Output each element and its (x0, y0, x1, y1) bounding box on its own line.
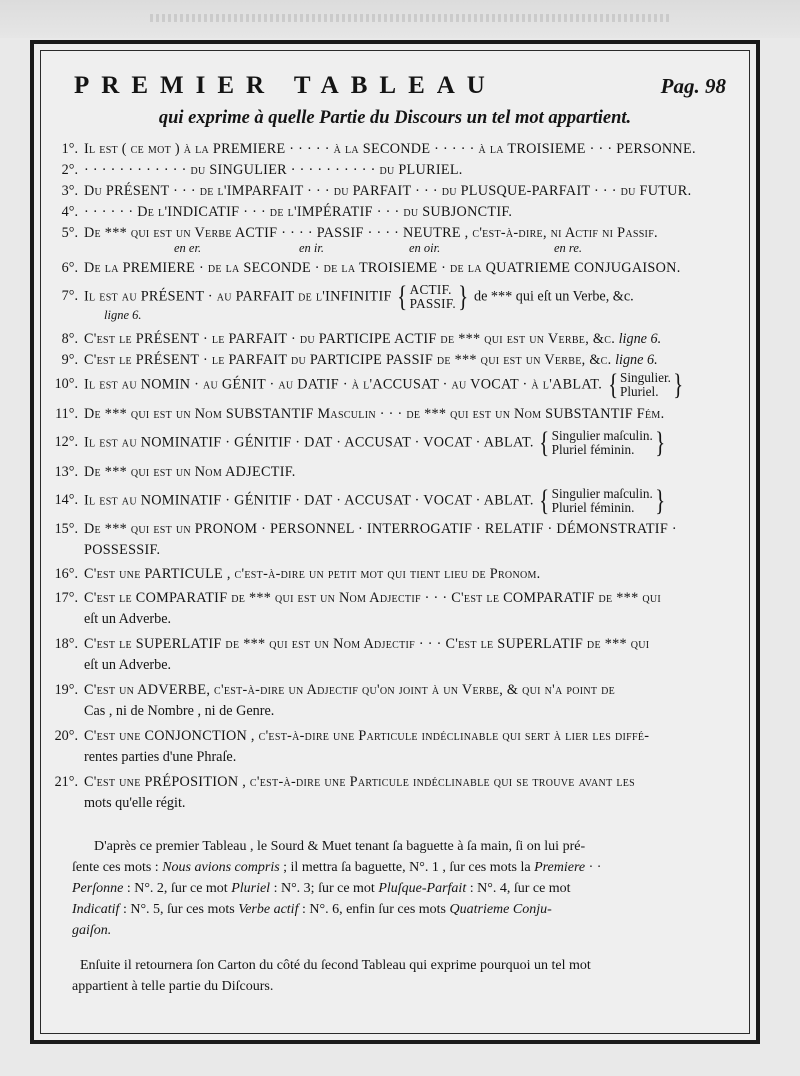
row-11 (44, 404, 746, 425)
row-number: 14°. (54, 492, 78, 509)
row-4 (44, 202, 746, 223)
row-10 (44, 368, 746, 401)
row-text: Il eſt au NOMINATIF · GÉNITIF · DAT · ACCUSAT · VOCAT · ABLAT. (84, 492, 534, 509)
paragraph-line (72, 878, 716, 899)
italic-term: Pluſque-Parfait (378, 881, 467, 896)
row-19 (44, 680, 746, 701)
row-number: 1°. (61, 141, 78, 157)
bleed-through-line (150, 14, 670, 22)
right-brace-icon: } (458, 280, 469, 313)
text-span: : N°. 4, ſur ce mot (466, 881, 571, 896)
brace-options (620, 371, 671, 399)
row-text: Il eſt ( ce mot ) à la PREMIERE · · · · · à la SECONDE · · · · · à la TROISIEME · · · PERSONNE. (84, 141, 696, 157)
page-title: PREMIER TABLEAU (74, 72, 497, 99)
row-2 (44, 160, 746, 181)
row-16 (44, 564, 746, 585)
italic-term: Nous avions compris (162, 860, 280, 875)
page-reference: Pag. 98 (660, 74, 726, 98)
table-content (44, 50, 746, 1032)
row-text: C'eſt une CONJONCTION , c'eſt-à-dire une Particule indéclinable qui ſert à lier les diffé- (84, 728, 650, 744)
row-text: C'eſt le COMPARATIF de *** qui eſt un Nom Adjectif · · · C'eſt le COMPARATIF de *** qui (84, 590, 661, 606)
brace-options (552, 487, 653, 515)
row-text: Il eſt au PRÉSENT · au PARFAIT de l'INFINITIF (84, 288, 392, 305)
paragraph-line: ſente ces mots : Nous avions compris ; il mettra ſa baguette, N°. 1 , ſur ces mots la Premiere · · (72, 860, 602, 875)
option-actif: ACTIF. (409, 282, 452, 297)
gender-brace (537, 426, 667, 459)
left-brace-icon: { (539, 426, 550, 459)
option-pluriel-feminin: Pluriel féminin. (551, 442, 635, 457)
text-span: : N°. 2, ſur ce mot (123, 881, 232, 896)
voice-brace (395, 280, 470, 313)
row-text: C'eſt le SUPERLATIF de *** qui eſt un Nom Adjectif · · · C'eſt le SUPERLATIF de *** qui (84, 636, 650, 652)
italic-term: Indicatif (72, 902, 120, 917)
row-7 (44, 280, 746, 313)
ending-oir: en oir. (409, 241, 441, 255)
paragraph-line: appartient à telle partie du Diſcours. (72, 979, 274, 994)
row-number: 6°. (61, 260, 78, 276)
row-17 (44, 588, 746, 609)
option-singulier-masculin: Singulier maſculin. (551, 428, 653, 443)
row-text: · · · · · · · · · · · · du SINGULIER · · · · · · · · · · du PLURIEL. (84, 162, 463, 178)
italic-term: Quatrieme Conju- (449, 902, 552, 917)
paragraph-line: gaiſon. (72, 923, 112, 938)
row-number: 20°. (54, 728, 78, 744)
row-text: C'eſt une PRÉPOSITION , c'eſt-à-dire une Particule indéclinable qui ſe trouve avant les (84, 774, 636, 790)
row-text: · · · · · · De l'INDICATIF · · · de l'IMPÉRATIF · · · du SUBJONCTIF. (84, 204, 513, 220)
italic-term: Verbe actif (238, 902, 299, 917)
italic-term: Perſonne (72, 881, 124, 896)
row-14 (44, 484, 746, 517)
brace-options (410, 283, 456, 311)
row-8 (44, 329, 746, 350)
option-singulier-masculin: Singulier maſculin. (551, 486, 653, 501)
italic-term: Pluriel (231, 881, 271, 896)
text-span: : N°. 3; ſur ce mot (270, 881, 379, 896)
explanation-paragraph (44, 836, 746, 941)
row-number: 7°. (61, 288, 78, 305)
ending-ir: en ir. (299, 241, 324, 255)
ending-er: en er. (174, 241, 202, 255)
row-20 (44, 726, 746, 747)
row-text: De *** qui eſt un PRONOM · PERSONNEL · INTERROGATIF · RELATIF · DÉMONSTRATIF · (84, 521, 677, 537)
row-text: De *** qui eſt un Nom ADJECTIF. (84, 464, 296, 480)
header (44, 50, 746, 99)
row-number: 19°. (54, 682, 78, 698)
row-number: 9°. (61, 352, 78, 368)
left-brace-icon: { (539, 484, 550, 517)
line-reference: ligne 6. (615, 352, 658, 368)
row-text: C'eſt un ADVERBE, c'eſt-à-dire un Adjectif qu'on joint à un Verbe, & qui n'a point de (84, 682, 616, 698)
text-span: ; il mettra ſa baguette, N°. 1 , ſur ces mots la (279, 860, 535, 875)
brace-options (552, 429, 653, 457)
row-20-continuation: rentes parties d'une Phraſe. (84, 749, 237, 765)
row-number: 11°. (55, 406, 78, 422)
row-number: 2°. (61, 162, 78, 178)
row-text: C'eſt le PRÉSENT · le PARFAIT du PARTICIPE PASSIF de *** qui eſt un Verbe, &c. (84, 352, 612, 368)
row-13 (44, 462, 746, 483)
left-brace-icon: { (607, 368, 618, 401)
row-text: Du PRÉSENT · · · de l'IMPARFAIT · · · du PARFAIT · · · du PLUSQUE-PARFAIT · · · du FUTUR. (84, 183, 692, 199)
row-text: De *** qui eſt un Verbe ACTIF · · · · PASSIF · · · · NEUTRE , c'eſt-à-dire, ni Actif ni Paſſif. (84, 225, 658, 241)
paragraph-line (72, 899, 716, 920)
row-12 (44, 426, 746, 459)
row-18-continuation: eſt un Adverbe. (84, 657, 172, 673)
gender-brace (537, 484, 667, 517)
row-text: De *** qui eſt un Nom SUBSTANTIF Maſculin · · · de *** qui eſt un Nom SUBSTANTIF Fém. (84, 406, 665, 422)
italic-term: Premiere (534, 860, 586, 875)
ending-re: en re. (554, 241, 582, 255)
paragraph-line: Enſuite il retournera ſon Carton du côté du ſecond Tableau qui exprime pourquoi un tel mot (80, 958, 591, 973)
left-brace-icon: { (397, 280, 408, 313)
row-number: 15°. (54, 521, 78, 537)
right-brace-icon: } (654, 484, 666, 517)
bleed-through-top (0, 0, 800, 38)
option-passif: PASSIF. (409, 296, 457, 311)
right-brace-icon: } (673, 368, 684, 401)
option-singulier: Singulier. (620, 370, 671, 385)
row-number: 16°. (54, 566, 78, 582)
row-7-reference (44, 308, 746, 325)
row-9 (44, 350, 746, 371)
row-number: 18°. (54, 636, 78, 652)
row-18 (44, 634, 746, 655)
row-text: De la PREMIERE · de la SECONDE · de la TROISIEME · de la QUATRIEME CONJUGAISON. (84, 260, 681, 276)
paragraph-line: D'après ce premier Tableau , le Sourd & Muet tenant ſa baguette à ſa main, ſi on lui pré- (94, 839, 586, 854)
row-number: 3°. (61, 183, 78, 199)
text-span: : N°. 5, ſur ces mots (119, 902, 239, 917)
row-5-endings (44, 241, 746, 258)
instruction-paragraph (44, 955, 746, 997)
row-text: Il eſt au NOMINATIF · GÉNITIF · DAT · ACCUSAT · VOCAT · ABLAT. (84, 434, 534, 451)
row-15-continuation: POSSESSIF. (84, 542, 161, 558)
row-text: C'eſt le PRÉSENT · le PARFAIT · du PARTICIPE ACTIF de *** qui eſt un Verbe, &c. (84, 331, 616, 347)
text-span: ſente ces mots : (72, 860, 163, 875)
row-6 (44, 258, 746, 279)
table-frame (30, 40, 760, 1044)
row-text-after: de *** qui eſt un Verbe, &c. (473, 288, 634, 305)
line-reference: ligne 6. (618, 331, 662, 347)
row-number: 10°. (54, 376, 78, 393)
row-number: 12°. (54, 434, 78, 451)
row-17-continuation: eſt un Adverbe. (84, 611, 172, 627)
row-number: 21°. (54, 774, 78, 790)
right-brace-icon: } (654, 426, 666, 459)
row-5 (44, 223, 746, 244)
number-brace (606, 368, 686, 401)
row-number: 13°. (54, 464, 78, 480)
row-19-continuation: Cas , ni de Nombre , ni de Genre. (84, 703, 275, 719)
page-subtitle: qui exprime à quelle Partie du Discours un tel mot appartient. (158, 108, 632, 128)
row-number: 17°. (54, 590, 78, 606)
option-pluriel-feminin: Pluriel féminin. (551, 500, 635, 515)
row-21-continuation: mots qu'elle régit. (84, 795, 186, 811)
row-3 (44, 181, 746, 202)
option-pluriel: Pluriel. (620, 384, 659, 399)
row-21 (44, 772, 746, 793)
row-1 (44, 139, 746, 160)
row-number: 5°. (61, 225, 78, 241)
row-15 (44, 519, 746, 540)
row-number: 4°. (61, 204, 78, 220)
row-number: 8°. (61, 331, 78, 347)
row-text: C'eſt une PARTICULE , c'eſt-à-dire un petit mot qui tient lieu de Pronom. (84, 566, 541, 582)
text-span: : N°. 6, enfin ſur ces mots (298, 902, 450, 917)
row-text: Il eſt au NOMIN · au GÉNIT · au DATIF · à l'ACCUSAT · au VOCAT · à l'ABLAT. (84, 376, 603, 393)
line-reference: ligne 6. (104, 308, 142, 322)
